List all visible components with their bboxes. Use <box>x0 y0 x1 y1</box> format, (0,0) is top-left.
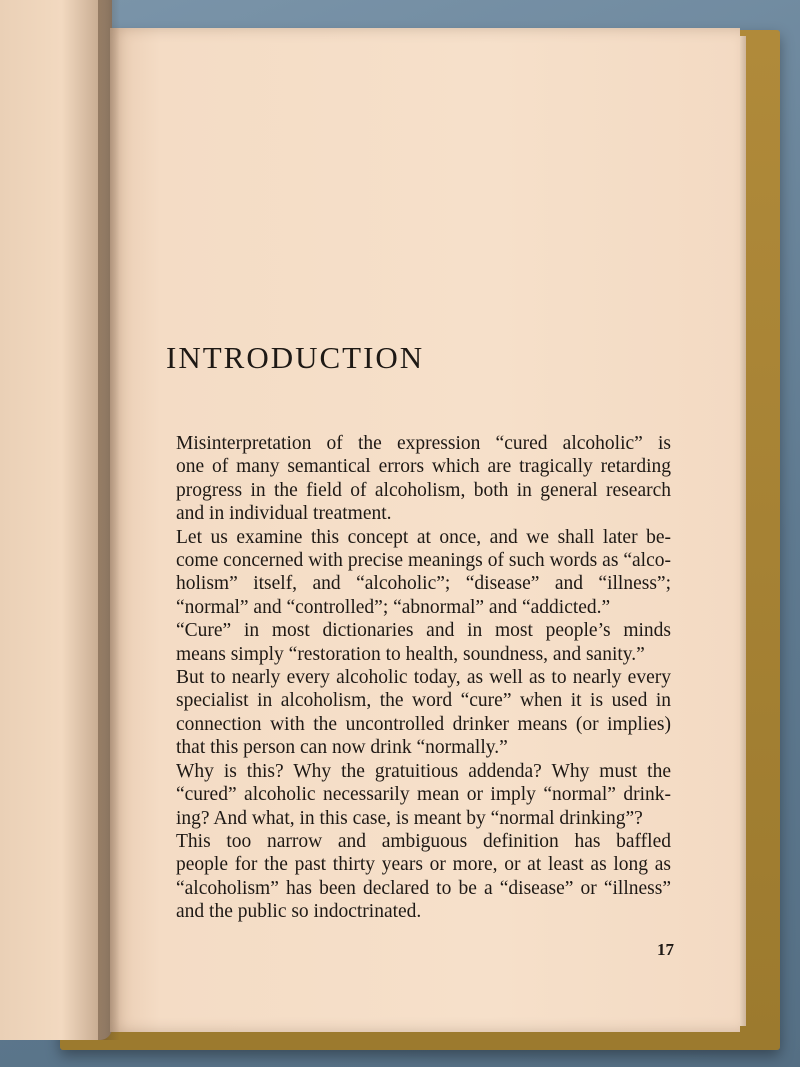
left-page <box>0 0 112 1040</box>
text-line: Misinterpretation of the expression “cured alcoholic” is <box>176 433 671 454</box>
text-line: “alcoholism” has been declared to be a “disease” or “illness” <box>176 877 671 899</box>
text-line: come concerned with precise meanings of such words as “alco- <box>176 550 671 572</box>
paragraph <box>158 666 671 760</box>
book-gutter-shadow <box>98 0 120 1040</box>
text-line: specialist in alcoholism, the word “cure” when it is used in <box>176 690 671 712</box>
paragraph <box>158 526 671 620</box>
text-line: “Cure” in most dictionaries and in most people’s minds <box>176 620 671 642</box>
paragraph <box>158 619 671 666</box>
text-line: holism” itself, and “alcoholic”; “disease” and “illness”; <box>176 573 671 595</box>
paragraph <box>158 830 671 924</box>
text-line: “normal” and “controlled”; “abnormal” and “addicted.” <box>176 596 611 618</box>
text-line: one of many semantical errors which are tragically retarding <box>176 456 671 478</box>
text-line: and the public so indoctrinated. <box>176 901 422 923</box>
body-text <box>158 432 671 924</box>
text-line: means simply “restoration to health, soundness, and sanity.” <box>176 643 645 665</box>
chapter-heading: INTRODUCTION <box>166 340 425 375</box>
paragraph <box>158 432 671 526</box>
paragraph <box>158 760 671 830</box>
text-line: Why is this? Why the gratuitious addenda? Why must the <box>176 760 671 782</box>
text-line: people for the past thirty years or more, or at least as long as <box>176 854 671 876</box>
text-line: But to nearly every alcoholic today, as well as to nearly every <box>176 667 671 689</box>
text-line: connection with the uncontrolled drinker means (or implies) <box>176 713 671 735</box>
text-line: that this person can now drink “normally.” <box>176 737 508 759</box>
text-line: and in individual treatment. <box>176 503 392 525</box>
text-line: Let us examine this concept at once, and we shall later be- <box>176 526 671 548</box>
text-line: ing? And what, in this case, is meant by “normal drinking”? <box>176 807 643 829</box>
text-line: This too narrow and ambiguous definition has baffled <box>176 830 671 852</box>
page-edge <box>740 36 746 1026</box>
page-number: 17 <box>657 940 674 959</box>
text-line: progress in the field of alcoholism, both in general research <box>176 479 671 501</box>
text-line: “cured” alcoholic necessarily mean or imply “normal” drink- <box>176 784 671 806</box>
